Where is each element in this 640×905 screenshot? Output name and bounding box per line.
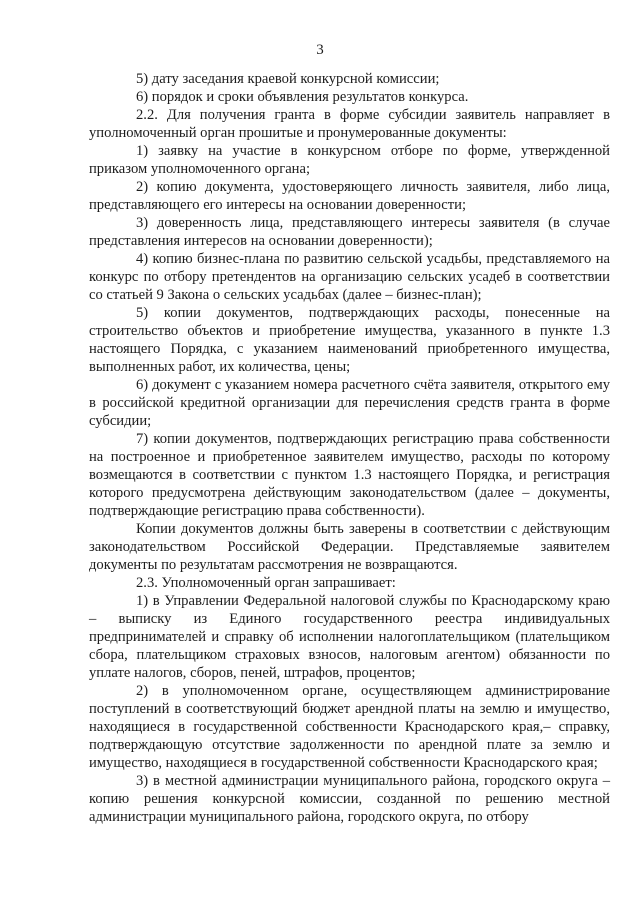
paragraph-doc-6: 6) документ с указанием номера расчетного счёта заявителя, открытого ему в российской кредитной организации для перечисления средств гранта в форме субсидии; — [89, 377, 610, 429]
paragraph-doc-5: 5) копии документов, подтверждающих расходы, понесенные на строительство объектов и приобретение имущества, указанного в пункте 1.3 настоящего Порядка, с указанием наименований приобретенного имущества, выполненных работ, их количества, цены; — [89, 305, 610, 375]
paragraph-request-1: 1) в Управлении Федеральной налоговой службы по Краснодарскому краю – выписку из Единого государственного реестра индивидуальных предпринимателей и справку об исполнении налогоплательщиком (плательщиком сбора, плательщиком страховых взносов, налоговым агентом) обязанности по уплате налогов, сборов, пеней, штрафов, процентов; — [89, 593, 610, 681]
paragraph-item-5: 5) дату заседания краевой конкурсной комиссии; — [136, 71, 440, 87]
paragraph-copies-note: Копии документов должны быть заверены в соответствии с действующим законодательством Российской Федерации. Представляемые заявителем документы по результатам рассмотрения не возвращаются. — [89, 521, 610, 573]
paragraph-item-6: 6) порядок и сроки объявления результатов конкурса. — [136, 89, 469, 105]
document-body — [89, 70, 610, 826]
page-number: 3 — [316, 42, 324, 58]
paragraph-doc-4: 4) копию бизнес-плана по развитию сельской усадьбы, представляемого на конкурс по отбору претендентов на организацию сельских усадеб в соответствии со статьей 9 Закона о сельских усадьбах (далее – бизнес-план); — [89, 251, 610, 303]
paragraph-2-3: 2.3. Уполномоченный орган запрашивает: — [136, 575, 396, 591]
paragraph-doc-7: 7) копии документов, подтверждающих регистрацию права собственности на построенное и приобретенное заявителем имущество, расходы по которому возмещаются в соответствии с пунктом 1.3 настоящего Порядка, и регистрация которого предусмотрена действующим законодательством (далее – документы, подтверждающие регистрацию права собственности). — [89, 431, 610, 519]
paragraph-request-2: 2) в уполномоченном органе, осуществляющем администрирование поступлений в соответствующий бюджет арендной платы на землю и имущество, находящиеся в государственной собственности Краснодарского края,– справку, подтверждающую отсутствие задолженности по арендной плате за землю и имущество, находящиеся в государственной собственности Краснодарского края; — [89, 683, 610, 771]
paragraph-doc-1: 1) заявку на участие в конкурсном отборе по форме, утвержденной приказом уполномоченного органа; — [89, 143, 610, 177]
paragraph-doc-2: 2) копию документа, удостоверяющего личность заявителя, либо лица, представляющего его интересы на основании доверенности; — [89, 179, 610, 213]
paragraph-2-2: 2.2. Для получения гранта в форме субсидии заявитель направляет в уполномоченный орган прошитые и пронумерованные документы: — [89, 107, 610, 141]
paragraph-doc-3: 3) доверенность лица, представляющего интересы заявителя (в случае представления интересов на основании доверенности); — [89, 215, 610, 249]
paragraph-request-3: 3) в местной администрации муниципального района, городского округа – копию решения конкурсной комиссии, созданной по решению местной администрации муниципального района, городского округа, по отбору — [89, 773, 610, 825]
